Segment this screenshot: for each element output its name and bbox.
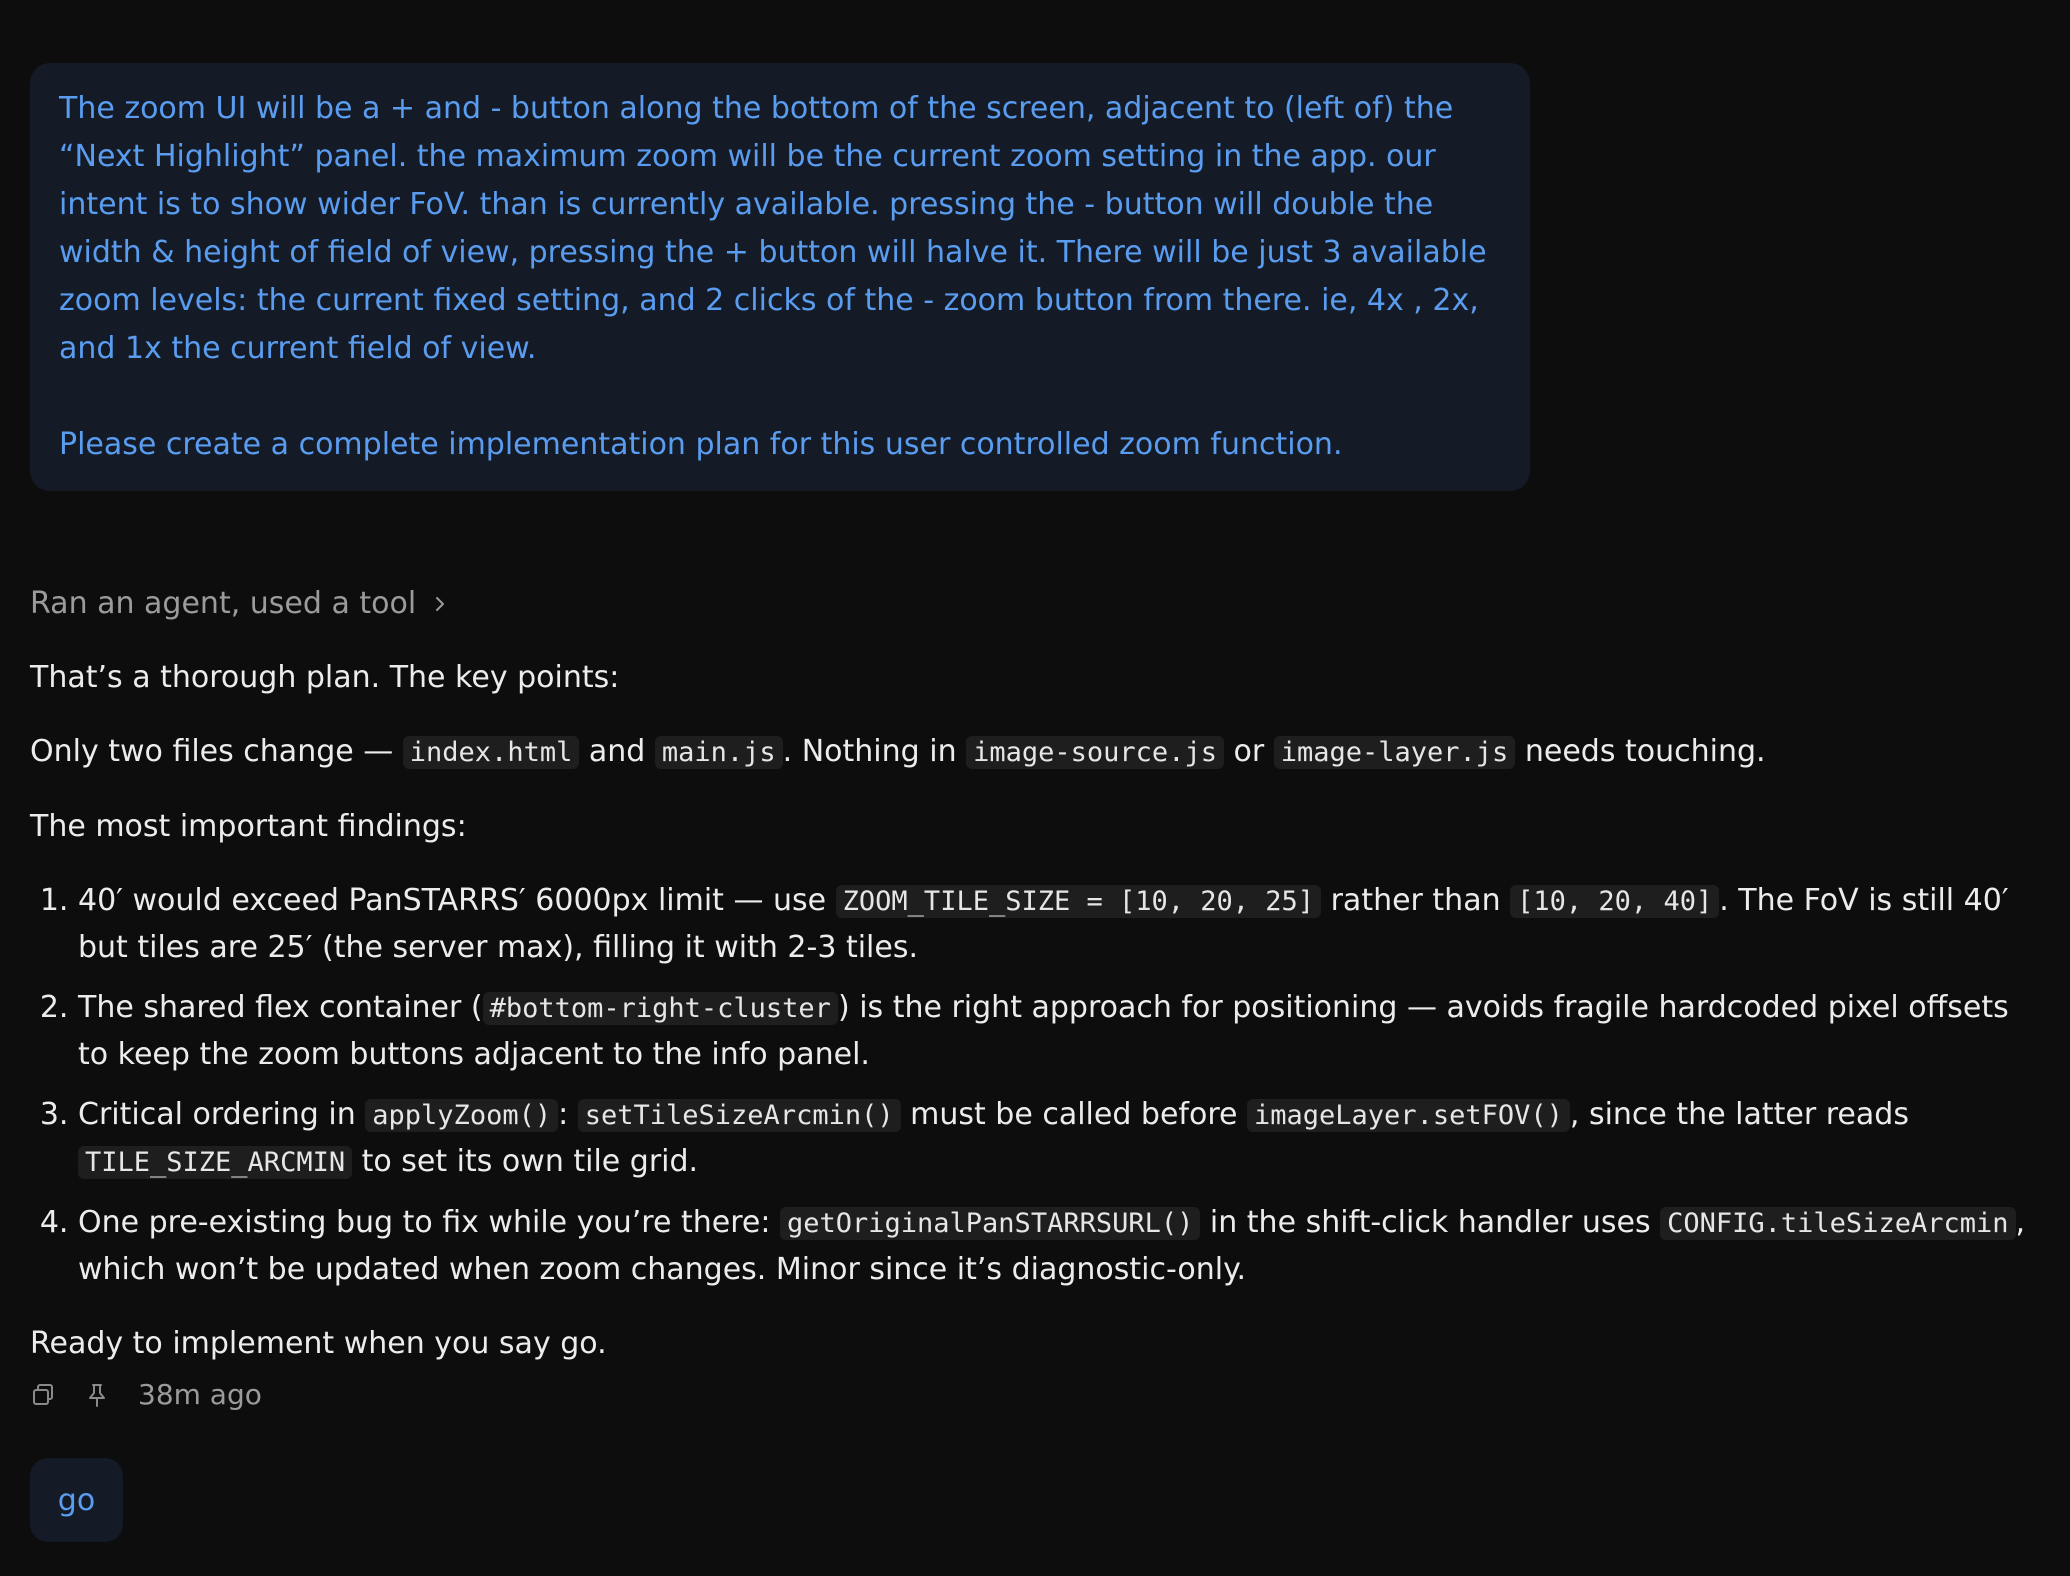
finding-item: 3. Critical ordering in applyZoom() : setTileSizeArcmin() must be called before imageLayer.setFOV() , since the latter reads TILE_SIZE_ARCMIN to set its own tile grid.: [78, 1092, 2040, 1186]
message-timestamp: 38m ago: [138, 1378, 262, 1411]
finding-item: 2. The shared flex container ( #bottom-right-cluster ) is the right approach for positioning — avoids fragile hardcoded pixel offsets to keep the zoom buttons adjacent to the info panel.: [78, 985, 2040, 1078]
finding-item: 1. 40′ would exceed PanSTARRS′ 6000px limit — use ZOOM_TILE_SIZE = [10, 20, 25] rather than [10, 20, 40] . The FoV is still 40′ but tiles are 25′ (the server max), filling it with 2-3 tiles.: [78, 878, 2040, 971]
copy-icon[interactable]: [30, 1382, 56, 1408]
user-message-paragraph: The zoom UI will be a + and - button along the bottom of the screen, adjacent to (left of) the “Next Highlight” panel. the maximum zoom will be the current zoom setting in the app. our intent is to show wider FoV. than is currently available. pressing the - button will double the width & height of field of view, pressing the + button will halve it. There will be just 3 available zoom levels: the current fixed setting, and 2 clicks of the - zoom button from there. ie, 4x , 2x, and 1x the current field of view.: [59, 91, 1487, 366]
inline-code: image-layer.js: [1274, 736, 1516, 769]
inline-code: getOriginalPanSTARRSURL(): [780, 1207, 1200, 1240]
inline-code: setTileSizeArcmin(): [578, 1099, 901, 1132]
inline-code: index.html: [403, 736, 580, 769]
inline-code: image-source.js: [966, 736, 1224, 769]
message-meta-row: [30, 1375, 262, 1415]
user-message-bubble: [30, 63, 1530, 491]
finding-item: 4. One pre-existing bug to fix while you’re there: getOriginalPanSTARRSURL() in the shift-click handler uses CONFIG.tileSizeArcmin , which won’t be updated when zoom changes. Minor since it’s diagnostic-only.: [78, 1200, 2040, 1293]
inline-code: imageLayer.setFOV(): [1247, 1099, 1570, 1132]
user-reply-text: go: [57, 1482, 96, 1518]
findings-list: [30, 878, 2040, 1293]
agent-activity-toggle[interactable]: [30, 582, 450, 626]
inline-code: main.js: [655, 736, 783, 769]
chevron-right-icon: [430, 594, 450, 614]
assistant-response: [30, 655, 2040, 1395]
pin-icon[interactable]: [84, 1382, 110, 1408]
inline-code: #bottom-right-cluster: [483, 992, 838, 1025]
response-files-line: Only two files change — index.html and main.js . Nothing in image-source.js or image-layer.js needs touching.: [30, 734, 1766, 769]
inline-code: CONFIG.tileSizeArcmin: [1660, 1207, 2015, 1240]
inline-code: [10, 20, 40]: [1510, 885, 1719, 918]
user-message-paragraph: Please create a complete implementation plan for this user controlled zoom function.: [59, 427, 1343, 462]
inline-code: TILE_SIZE_ARCMIN: [78, 1146, 352, 1179]
response-closing: Ready to implement when you say go.: [30, 1326, 607, 1361]
inline-code: applyZoom(): [365, 1099, 558, 1132]
user-reply-bubble: [30, 1458, 123, 1542]
inline-code: ZOOM_TILE_SIZE = [10, 20, 25]: [836, 885, 1321, 918]
findings-heading: The most important findings:: [30, 809, 467, 844]
response-intro: That’s a thorough plan. The key points:: [30, 660, 620, 695]
agent-activity-label: Ran an agent, used a tool: [30, 586, 417, 621]
